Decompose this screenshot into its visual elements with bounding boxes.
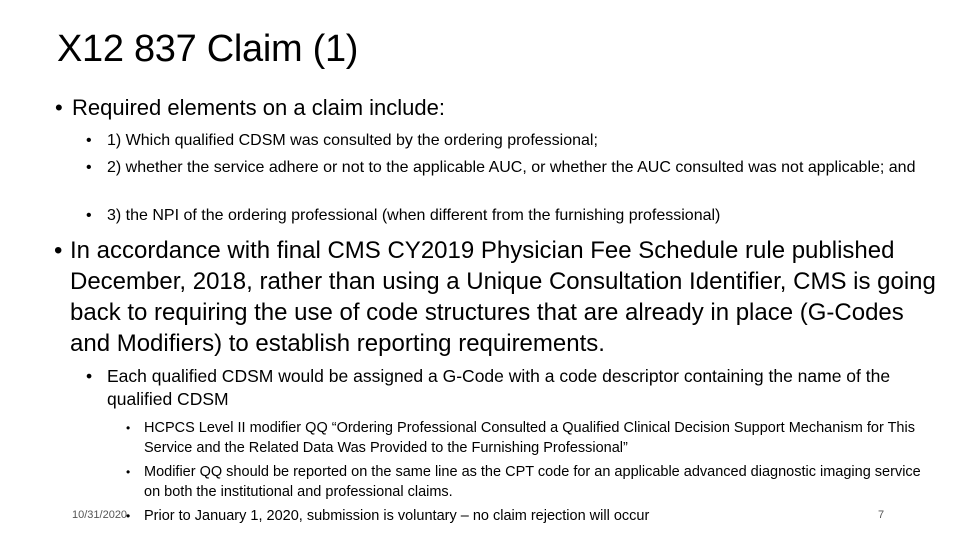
bullet-text: Prior to January 1, 2020, submission is voluntary – no claim rejection will occur [144,508,650,524]
bullet-text: HCPCS Level II modifier QQ “Ordering Professional Consulted a Qualified Clinical Decision Support Mechanism for This Service and the Related Data Was Provided to the Furnishing Professional” [144,420,915,456]
footer-page-number: 7 [878,509,885,521]
bullet-text: 2) whether the service adhere or not to the applicable AUC, or whether the AUC consulted was not applicable; and [107,159,916,176]
bullet-dot: • [55,95,63,120]
bullet-dot: • [126,421,131,435]
bullet-text: Modifier QQ should be reported on the same line as the CPT code for an applicable advanced diagnostic imaging service on both the institutional and professional claims. [144,464,921,500]
bullet-dot: • [54,237,63,264]
bullet-text: 3) the NPI of the ordering professional (when different from the furnishing professional) [107,207,721,224]
slide-title: X12 837 Claim (1) [57,28,359,70]
sub-bullet-gcode [86,365,947,411]
bullet-text: 1) Which qualified CDSM was consulted by the ordering professional; [107,132,598,149]
bullet-dot: • [86,366,93,386]
bullet-dot: • [86,132,92,149]
subsub-bullet-reporting [126,462,924,502]
bullet-dot: • [86,207,92,224]
bullet-required-elements [55,93,932,123]
sub-bullet-auc [86,157,937,178]
bullet-text: Required elements on a claim include: [72,95,445,120]
bullet-dot: • [126,509,131,523]
footer-date: 10/31/2020 [72,509,128,521]
bullet-dot: • [86,159,92,176]
subsub-bullet-voluntary [126,506,844,526]
bullet-text: Each qualified CDSM would be assigned a G-Code with a code descriptor containing the name of the qualified CDSM [107,366,891,409]
sub-bullet-cdsm [86,130,937,151]
sub-bullet-npi [86,205,937,226]
subsub-bullet-modifier-qq [126,418,924,458]
bullet-text: In accordance with final CMS CY2019 Physician Fee Schedule rule published December, 2018, rather than using a Unique Consultation Identifier, CMS is going back to requiring the use of code structures that are already in place (G-Codes and Modifiers) to establish reporting requirements. [70,237,936,357]
bullet-cms-rule [54,235,948,359]
bullet-dot: • [126,465,131,479]
